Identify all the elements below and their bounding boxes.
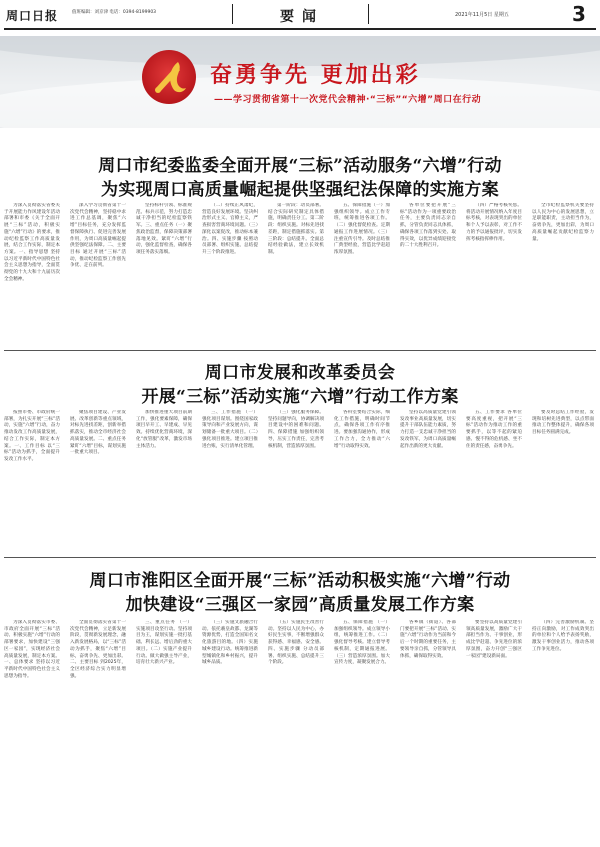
article-1-column: （二）持续正风肃纪，营造良好发展环境。坚决纠治形式主义、官僚主义，严查损害营商环境问题。（三）深化以案促改，推动标本兼治。四、实施步骤 按照动员部署、组织实施、总结提升三个阶段推进。 bbox=[202, 203, 258, 255]
article-1-column: 坚持标杆引领、标准规范、标兵示范，努力打造忠诚干净担当的纪检监察铁军。三、重点任务（一）聚焦政治监督，保障决策部署落地见效。紧盯“六增”行动，强化监督检查，确保各项任务落实落细。 bbox=[136, 203, 192, 255]
article-2-column: 聚焦项目建设、产业发展、改革创新等重点领域，对标先进找差距，创新举措抓落实，推动全市经济社会高质量发展。二、重点任务 紧盯“六增”目标，谋划实施一批重大项目。 bbox=[70, 410, 126, 456]
article-3-headline-line-2: 加快建设“三强区一家园”高质量发展工作方案 bbox=[125, 595, 475, 615]
section-divider bbox=[4, 557, 596, 558]
banner-title: 奋勇争先 更加出彩 bbox=[210, 63, 421, 88]
article-3-column: （五）实施民生改善行动。坚持以人民为中心，办好民生实事，不断增强群众获得感、幸福感、安全感。四、实施步骤 分动员部署、组织实施、总结提升三个阶段。 bbox=[268, 620, 324, 666]
masthead bbox=[0, 0, 600, 34]
article-3-column: （三）实施文旅融合行动。依托羲皇故都、龙湖等资源优势，打造全国知名文化旅游目的地。（四）实施城乡建设行动。统筹推进新型城镇化和乡村振兴，提升城乡品质。 bbox=[202, 620, 258, 666]
article-1-column: 深入学习贯彻省第十一次党代会精神，坚持稳中求进工作总基调，聚焦“六增”目标任务，充分发挥监督保障执行、促进完善发展作用，为周口高质量崛起提供坚强纪法保障。二、主要目标 通过开展“三标”活动，推动纪检监察工作创先争优、走在前列。 bbox=[70, 203, 126, 269]
article-1-column: 为深入贯彻落实省委关于开展能力作风建设年活动部署和市委《关于全面开展“三标”活动，积极实施“六增”行动》的要求，推动纪检监察工作高质量发展，结合工作实际，制定本方案。一、指导思想 坚持以习近平新时代中国特色社会主义思想为指导，全面贯彻党的十九大和十九届历次全会精神。 bbox=[4, 203, 60, 282]
masthead-divider-left bbox=[232, 4, 233, 24]
section-divider bbox=[4, 350, 596, 351]
masthead-rule bbox=[4, 28, 596, 30]
section-title: 要闻 bbox=[280, 9, 324, 25]
article-3-column: 三、重点任务 （一）实施项目攻坚行动。坚持项目为王，谋划实施一批打基础、利长远、增后劲的重大项目。（二）实施产业提升行动。做大做强主导产业，培育壮大新兴产业。 bbox=[136, 620, 192, 666]
article-1-headline-line-1: 周口市纪委监委全面开展“三标”活动服务“六增”行动 bbox=[98, 156, 502, 176]
article-1-column: 全市纪检监察机关要坚持以人民为中心的发展思想，立足职能职责，主动担当作为，奋勇争先，更加出彩，为周口高质量崛起贡献纪检监察力量。 bbox=[532, 203, 594, 242]
masthead-divider-right bbox=[368, 4, 369, 24]
feature-banner bbox=[0, 36, 600, 128]
article-3-headline-line-1: 周口市淮阳区全面开展“三标”活动积极实施“六增”行动 bbox=[89, 571, 511, 591]
page-number: 3 bbox=[572, 2, 586, 26]
article-2-column: 要及时总结工作经验，发现和培树先进典型，以点带面推动工作整体提升，确保各项目标任务圆满完成。 bbox=[532, 410, 594, 436]
article-2-column: 五、工作要求 各单位要高度重视，把开展“三标”活动作为推动工作的重要抓手，以等不起的紧迫感、慢不得的危机感、坐不住的责任感，奋勇争先。 bbox=[466, 410, 522, 449]
article-2-headline-line-2: 开展“三标”活动实施“六增”行动工作方案 bbox=[141, 387, 459, 407]
banner-subtitle: ——学习贯彻省第十一次党代会精神·“三标”“六增”周口在行动 bbox=[214, 95, 482, 105]
article-2-headline-line-1: 周口市发展和改革委员会 bbox=[204, 363, 396, 383]
article-1-column: 各单位要把开展“三标”活动作为一项重要政治任务，主要负责同志亲自抓，分管负责同志具体抓，确保各项工作落到实处、取得实效，以优异成绩迎接党的二十大胜利召开。 bbox=[400, 203, 456, 249]
article-2-column: （三）强化服务保障。坚持问题导向，协调解决项目建设中的困难和问题。四、保障措施 加强组织领导，压实工作责任，完善考核机制，营造浓厚氛围。 bbox=[268, 410, 324, 449]
article-2-column: 按照市委、市政府统一部署，为扎实开展“三标”活动，实施“六增”行动，奋力推动发改工作高质量发展，结合工作实际，制定本方案。一、工作目标 以“三标”活动为抓手，全面提升发改工作水平。 bbox=[4, 410, 60, 462]
article-2-column: 三、工作措施 （一）强化项目谋划。围绕国家政策导向和产业发展方向，谋划储备一批重大项目。（二）强化项目推进。建立项目推进台账，实行清单化管理。 bbox=[202, 410, 258, 449]
article-1-column: 五、保障措施（一）加强组织领导。成立工作专班，统筹推进各项工作。（二）强化督促检查。定期通报工作进展情况。（三）注重宣传引导。及时总结推广典型经验，营造比学赶超浓厚氛围。 bbox=[334, 203, 390, 255]
editor-info: 值班编辑：刘京津 电话：0394-8199903 bbox=[72, 10, 157, 15]
article-3-column: 各乡镇（街道）、各部门要把开展“三标”活动、实施“六增”行动作为当前和今后一个时期的重要任务，主要领导亲自抓，分管领导具体抓，确保取得实效。 bbox=[400, 620, 456, 659]
issue-date: 2021年11月5日 星期五 bbox=[455, 12, 509, 18]
article-2-column: 加快推进重大项目前期工作，强化要素保障，确保项目早开工、早建成、早见效。持续优化营商环境，深化“放管服”改革，激发市场主体活力。 bbox=[136, 410, 192, 449]
article-1-column: （四）严格考核奖惩。将活动开展情况纳入年度目标考核，对表现突出的单位和个人予以表彰，对工作不力的予以通报批评，切实发挥考核指挥棒作用。 bbox=[466, 203, 522, 242]
article-3-column: 全面贯彻落实省第十一次党代会精神，立足新发展阶段，贯彻新发展理念，融入新发展格局，以“三标”活动为抓手，聚焦“六增”目标，奋勇争先、更加出彩。二、主要目标 到2025年，全区经济综合实力明显增强。 bbox=[70, 620, 126, 679]
article-1-column: 第一阶段：动员部署。结合实际研究制定具体措施，明确责任分工。第二阶段：组织实施。对标先进找差距，制定措施抓落实。第三阶段：总结提升。全面总结经验做法，建立长效机制。 bbox=[268, 203, 324, 255]
article-1-headline-line-2: 为实现周口高质量崛起提供坚强纪法保障的实施方案 bbox=[101, 180, 499, 200]
newspaper-logo: 周口日报 bbox=[6, 9, 59, 23]
article-3-column: （四）完善激励机制。坚持正向激励，对工作成效突出的单位和个人给予表扬奖励，激发干事创业活力，推动各项工作争先进位。 bbox=[532, 620, 594, 652]
article-3-column: 五、保障措施 （一）加强组织领导。成立领导小组，统筹推进工作。（二）强化督导考核。建立督导考核机制，定期通报进展。（三）营造浓厚氛围。加大宣传力度，凝聚发展合力。 bbox=[334, 620, 390, 666]
article-3-column: 为深入贯彻落实市委、市政府全面开展“三标”活动、积极实施“六增”行动的部署要求，加快建设“三强区一家园”，实现经济社会高质量发展，制定本方案。一、总体要求 坚持以习近平新时代中国特色社会主义思想为指导。 bbox=[4, 620, 60, 679]
article-2-column: 坚持以高质量党建引领发改事业高质量发展，切实提升干部队伍能力素质，努力打造一支忠诚干净担当的发改铁军，为周口高质量崛起作出新的更大贡献。 bbox=[400, 410, 456, 449]
party-emblem-icon bbox=[140, 48, 198, 106]
article-3-column: 要坚持以高质量党建引领高质量发展，激励广大干部担当作为、干事创业，形成比学赶超、争先进位的浓厚氛围，奋力开创“三强区一家园”建设新局面。 bbox=[466, 620, 522, 659]
article-2-column: 各科室要结合实际，细化工作措施，明确时间节点，确保各项工作有序推进。要加强沟通协作，形成工作合力，全力推动“六增”行动取得实效。 bbox=[334, 410, 390, 449]
